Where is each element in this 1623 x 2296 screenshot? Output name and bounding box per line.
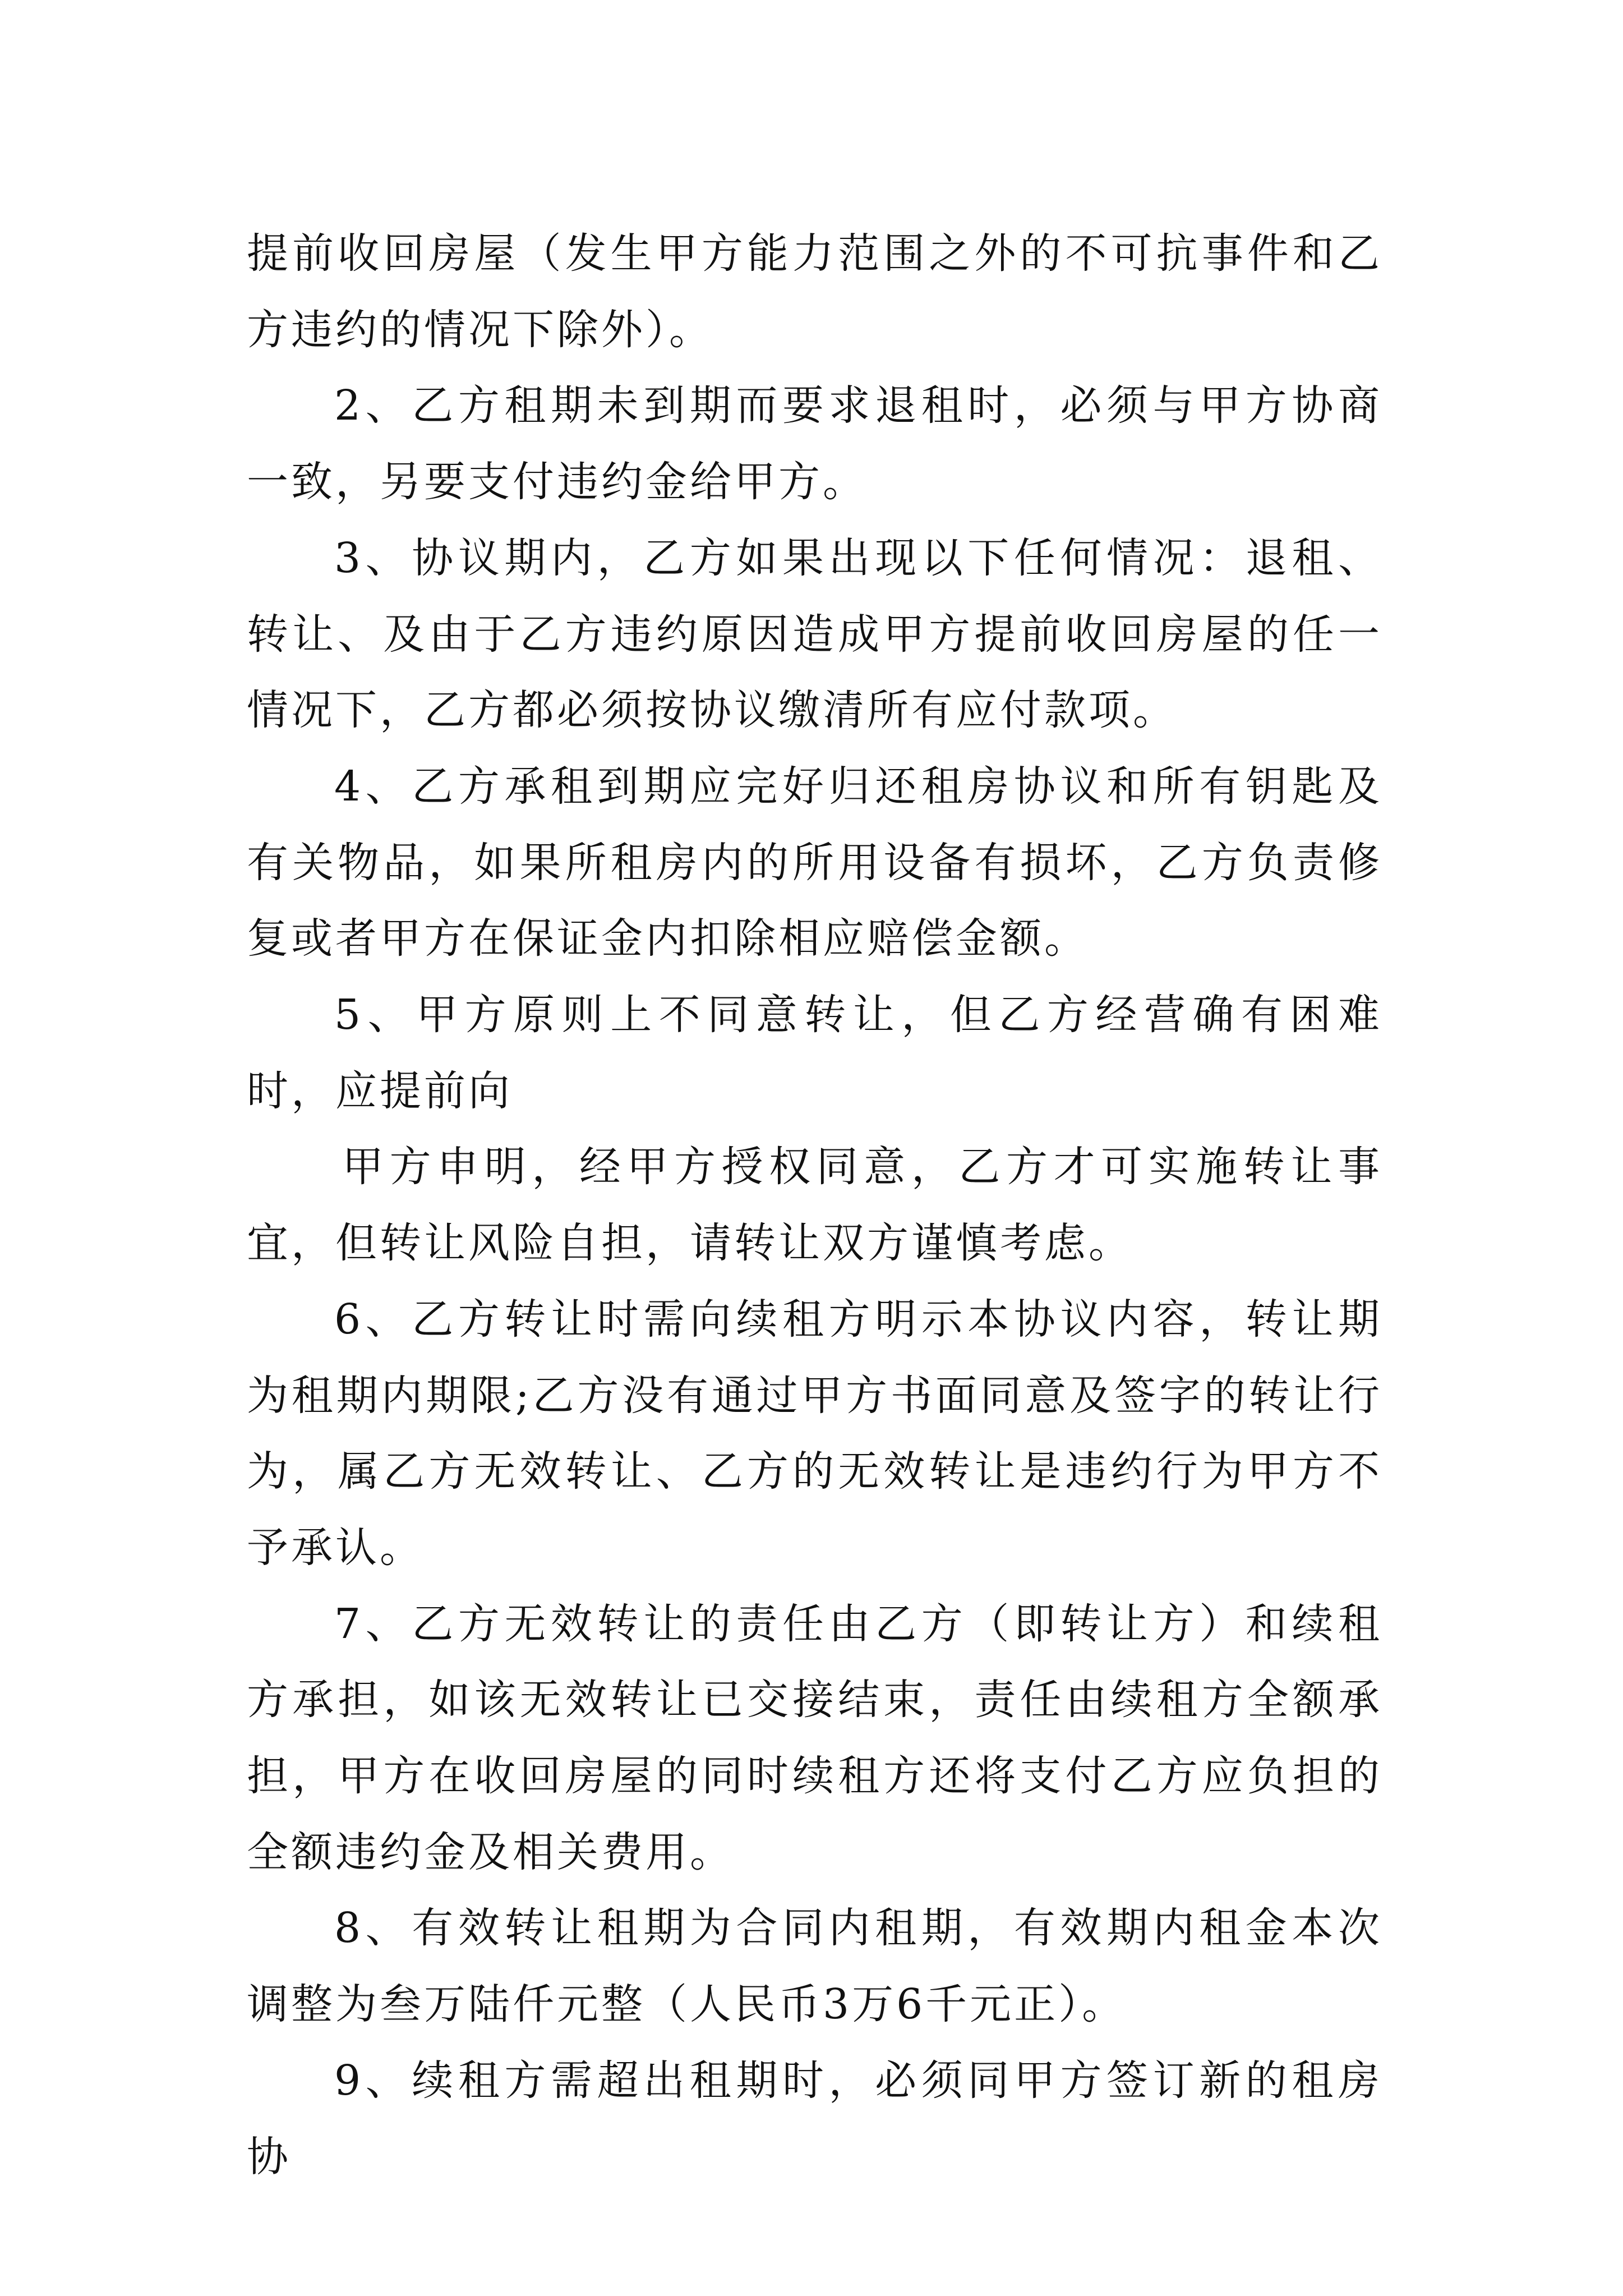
paragraph-continuation: 提前收回房屋（发生甲方能力范围之外的不可抗事件和乙方违约的情况下除外）。	[247, 229, 1382, 354]
clause-4: 4、乙方承租到期应完好归还租房协议和所有钥匙及有关物品，如果所租房内的所用设备有损坏，乙方负责修复或者甲方在保证金内扣除相应赔偿金额。	[247, 762, 1382, 963]
clause-7: 7、乙方无效转让的责任由乙方（即转让方）和续租方承担，如该无效转让已交接结束，责任由续租方全额承担，甲方在收回房屋的同时续租方还将支付乙方应负担的全额违约金及相关费用。	[247, 1599, 1382, 1876]
document-body	[247, 216, 1382, 2195]
clause-2: 2、乙方租期未到期而要求退租时，必须与甲方协商一致，另要支付违约金给甲方。	[247, 381, 1382, 507]
clause-6: 6、乙方转让时需向续租方明示本协议内容，转让期为租期内期限;乙方没有通过甲方书面同意及签字的转让行为，属乙方无效转让、乙方的无效转让是违约行为甲方不予承认。	[247, 1295, 1382, 1572]
clause-8: 8、有效转让租期为合同内租期，有效期内租金本次调整为叁万陆仟元整（人民币3万6千元正）。	[247, 1904, 1382, 2029]
clause-5: 5、甲方原则上不同意转让，但乙方经营确有困难时，应提前向	[247, 991, 1382, 1115]
clause-9: 9、续租方需超出租期时，必须同甲方签订新的租房协	[247, 2056, 1382, 2181]
clause-3: 3、协议期内，乙方如果出现以下任何情况：退租、转让、及由于乙方违约原因造成甲方提前收回房屋的任一情况下，乙方都必须按协议缴清所有应付款项。	[247, 533, 1382, 735]
clause-5-continuation: 甲方申明，经甲方授权同意，乙方才可实施转让事宜，但转让风险自担，请转让双方谨慎考虑。	[247, 1143, 1382, 1268]
